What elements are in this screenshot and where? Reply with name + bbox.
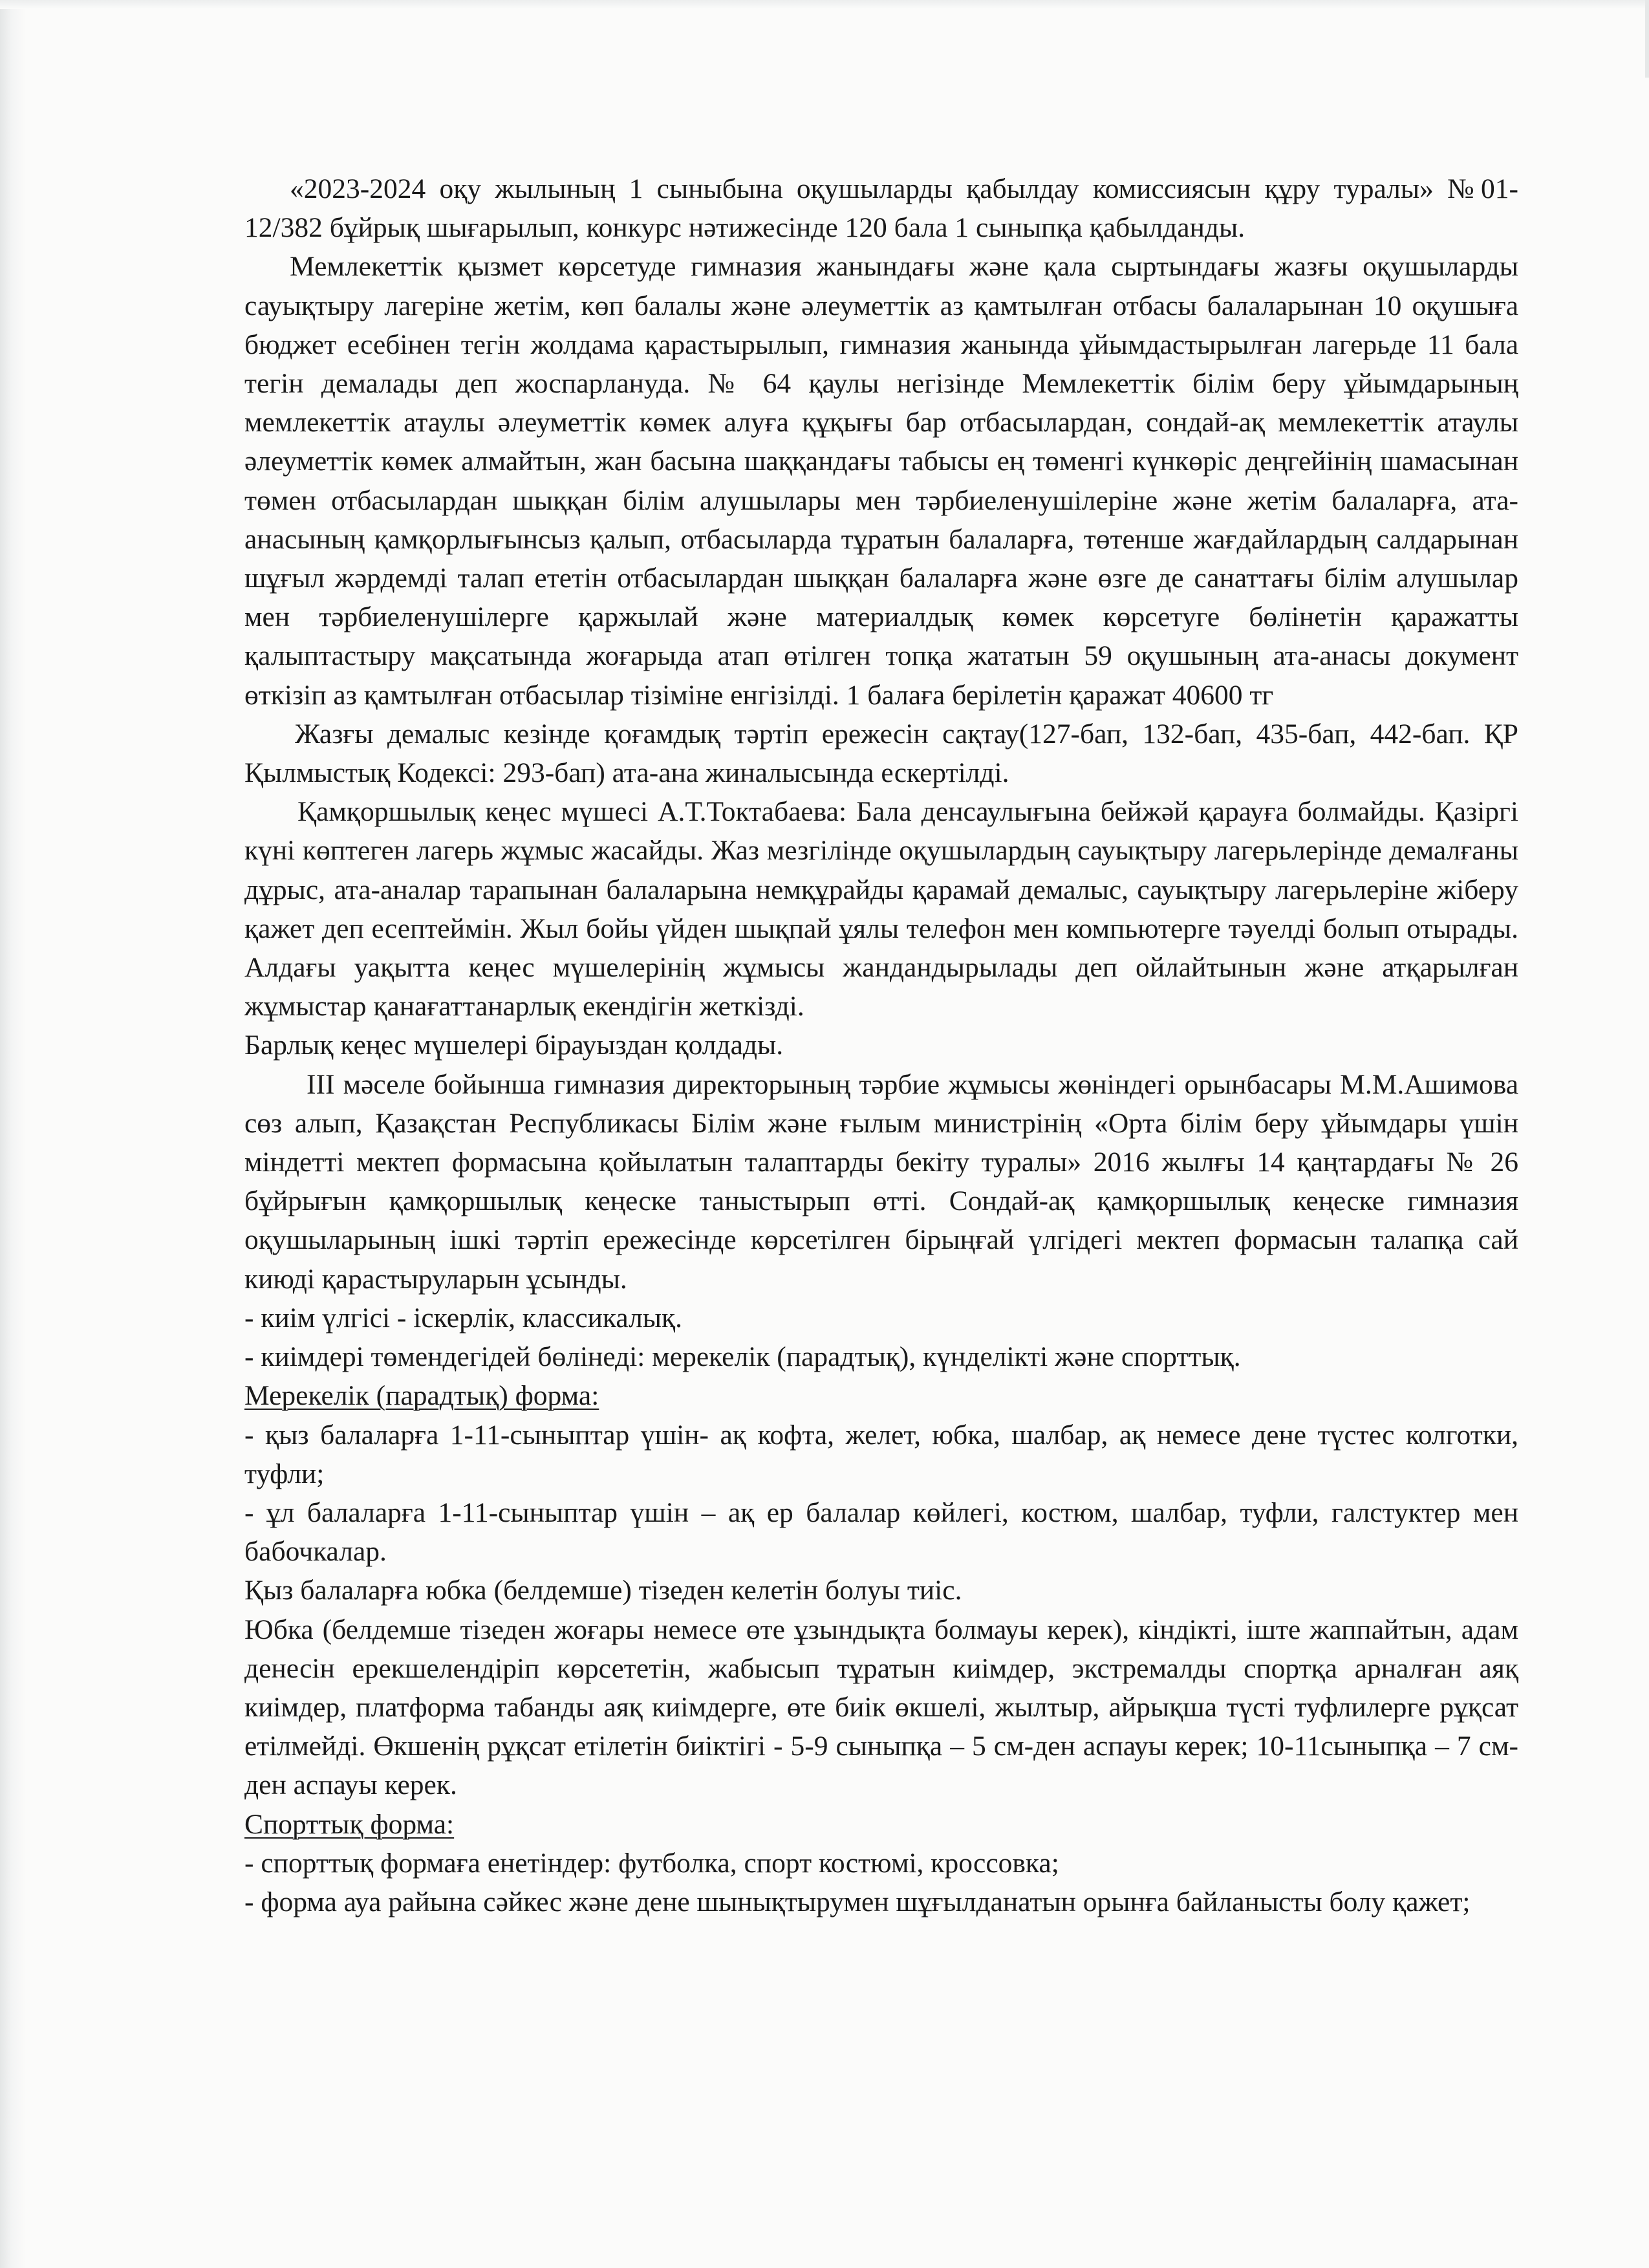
list-item-clothing-types: - киімдері төмендегідей бөлінеді: мерекелік (парадтық), күнделікті және спорттық. (244, 1341, 1241, 1373)
list-item-girls-uniform: - қыз балаларға 1-11-сыныптар үшін- ақ кофта, желет, юбка, шалбар, ақ немесе дене түстес колготки, туфли; (244, 1419, 1518, 1489)
paragraph-summer-camp: Мемлекеттік қызмет көрсетуде гимназия жанындағы және қала сыртындағы жазғы оқушыларды сауықтыру лагеріне жетім, көп балалы және әлеуметтік аз қамтылған отбасы балаларынан 10 оқушыға бюджет есебінен тегін жолдама қарастырылып, гимназия жанында ұйымдастырылған лагерьде 11 бала тегін демалады деп жоспарлануда. № 64 қаулы негізінде Мемлекеттік білім беру ұйымдарының мемлекеттік атаулы әлеуметтік көмек алуға құқығы бар отбасылардан, сондай-ақ мемлекеттік атаулы әлеуметтік көмек алмайтын, жан басына шаққандағы табысы ең төменгі күнкөріс деңгейінің шамасынан төмен отбасылардан шыққан білім алушылары мен тәрбиеленушілеріне және жетім балаларға, ата-анасының қамқорлығынсыз қалып, отбасыларда тұратын балаларға, төтенше жағдайлардың салдарынан шұғыл жәрдемді талап ететін отбасылардан шыққан балаларға және өзге де санаттағы білім алушылар мен тәрбиеленушілерге қаржылай және материалдық көмек көрсетуге бөлінетін қаражатты қалыптастыру мақсатында жоғарыда атап өтілген топқа жататын 59 оқушының ата-анасы документ өткізіп аз қамтылған отбасылар тізіміне енгізілді. 1 балаға берілетін қаражат 40600 тг (244, 251, 1518, 711)
scan-edge-right-mark (1645, 0, 1649, 78)
paragraph-unanimous-support: Барлық кеңес мүшелері бірауыздан қолдады. (244, 1030, 784, 1061)
paragraph-skirt-length: Қыз балаларға юбка (белдемше) тізеден келетін болуы тиіс. (244, 1575, 962, 1606)
heading-festive-uniform: Мерекелік (парадтық) форма: (244, 1380, 599, 1412)
list-item-clothing-style: - киім үлгісі - іскерлік, классикалық. (244, 1302, 683, 1334)
heading-sports-uniform: Спорттық форма: (244, 1808, 455, 1840)
document-body (244, 169, 1518, 1921)
list-item-sports-uniform-items: - спорттық формаға енетіндер: футболка, спорт костюмі, кроссовка; (244, 1847, 1059, 1879)
paragraph-council-member-speech: Қамқоршылық кеңес мүшесі А.Т.Токтабаева: Бала денсаулығына бейжәй қарауға болмайды. Қазіргі күні көптеген лагерь жұмыс жасайды. Жаз мезгілінде оқушылардың сауықтыру лагерьлерінде демалғаны дұрыс, ата-аналар тарапынан балаларына немқұрайды қарамай демалыс, сауықтыру лагерьлеріне жіберу қажет деп есептеймін. Жыл бойы үйден шықпай ұялы телефон мен компьютерге тәуелді болып отырады. Алдағы уақытта кеңес мүшелерінің жұмысы жандандырылады деп ойлайтынын және атқарылған жұмыстар қанағаттанарлық екендігін жеткізді. (244, 796, 1518, 1022)
list-item-boys-uniform: - ұл балаларға 1-11-сыныптар үшін – ақ ер балалар көйлегі, костюм, шалбар, туфли, галстуктер мен бабочкалар. (244, 1496, 1518, 1568)
paragraph-admission-order: «2023-2024 оқу жылының 1 сыныбына оқушыларды қабылдау комиссиясын құру туралы» №01-12/382 бұйрық шығарылып, конкурс нәтижесінде 120 бала 1 сыныпқа қабылданды. (244, 173, 1518, 244)
paragraph-public-order: Жазғы демалыс кезінде қоғамдық тәртіп ережесін сақтау(127-бап, 132-бап, 435-бап, 442-бап. ҚР Қылмыстық Кодексі: 293-бап) ата-ана жиналысында ескертілді. (244, 718, 1518, 789)
paragraph-uniform-restrictions: Юбка (белдемше тізеден жоғары немесе өте ұзындықта болмауы керек), кіндікті, іште жаппайтын, адам денесін ерекшелендіріп көрсететін, жабысып тұратын киімдер, экстремалды спортқа арналған аяқ киімдер, платформа табанды аяқ киімдерге, өте биік өкшелі, жылтыр, айрықша түсті туфлилерге рұқсат етілмейді. Өкшенің рұқсат етілетін биіктігі - 5-9 сыныпқа – 5 см-ден аспауы керек; 10-11сыныпқа – 7 см-ден аспауы керек. (244, 1614, 1518, 1801)
scan-edge-shadow (0, 0, 26, 2268)
paragraph-school-uniform-issue: III мәселе бойынша гимназия директорының тәрбие жұмысы жөніндегі орынбасары М.М.Ашимова сөз алып, Қазақстан Республикасы Білім және ғылым министрінің «Орта білім беру ұйымдары үшін міндетті мектеп формасына қойылатын талаптарды бекіту туралы» 2016 жылғы 14 қаңтардағы № 26 бұйрығын қамқоршылық кеңеске таныстырып өтті. Сондай-ақ қамқоршылық кеңеске гимназия оқушыларының ішкі тәртіп ережесінде көрсетілген бірыңғай үлгідегі мектеп формасын талапқа сай киюді қарастыруларын ұсынды. (244, 1068, 1518, 1295)
list-item-sports-uniform-weather: - форма ауа райына сәйкес және дене шынықтырумен шұғылданатын орынға байланысты болу қажет; (244, 1886, 1471, 1917)
scan-edge-top-shadow (0, 0, 1649, 9)
